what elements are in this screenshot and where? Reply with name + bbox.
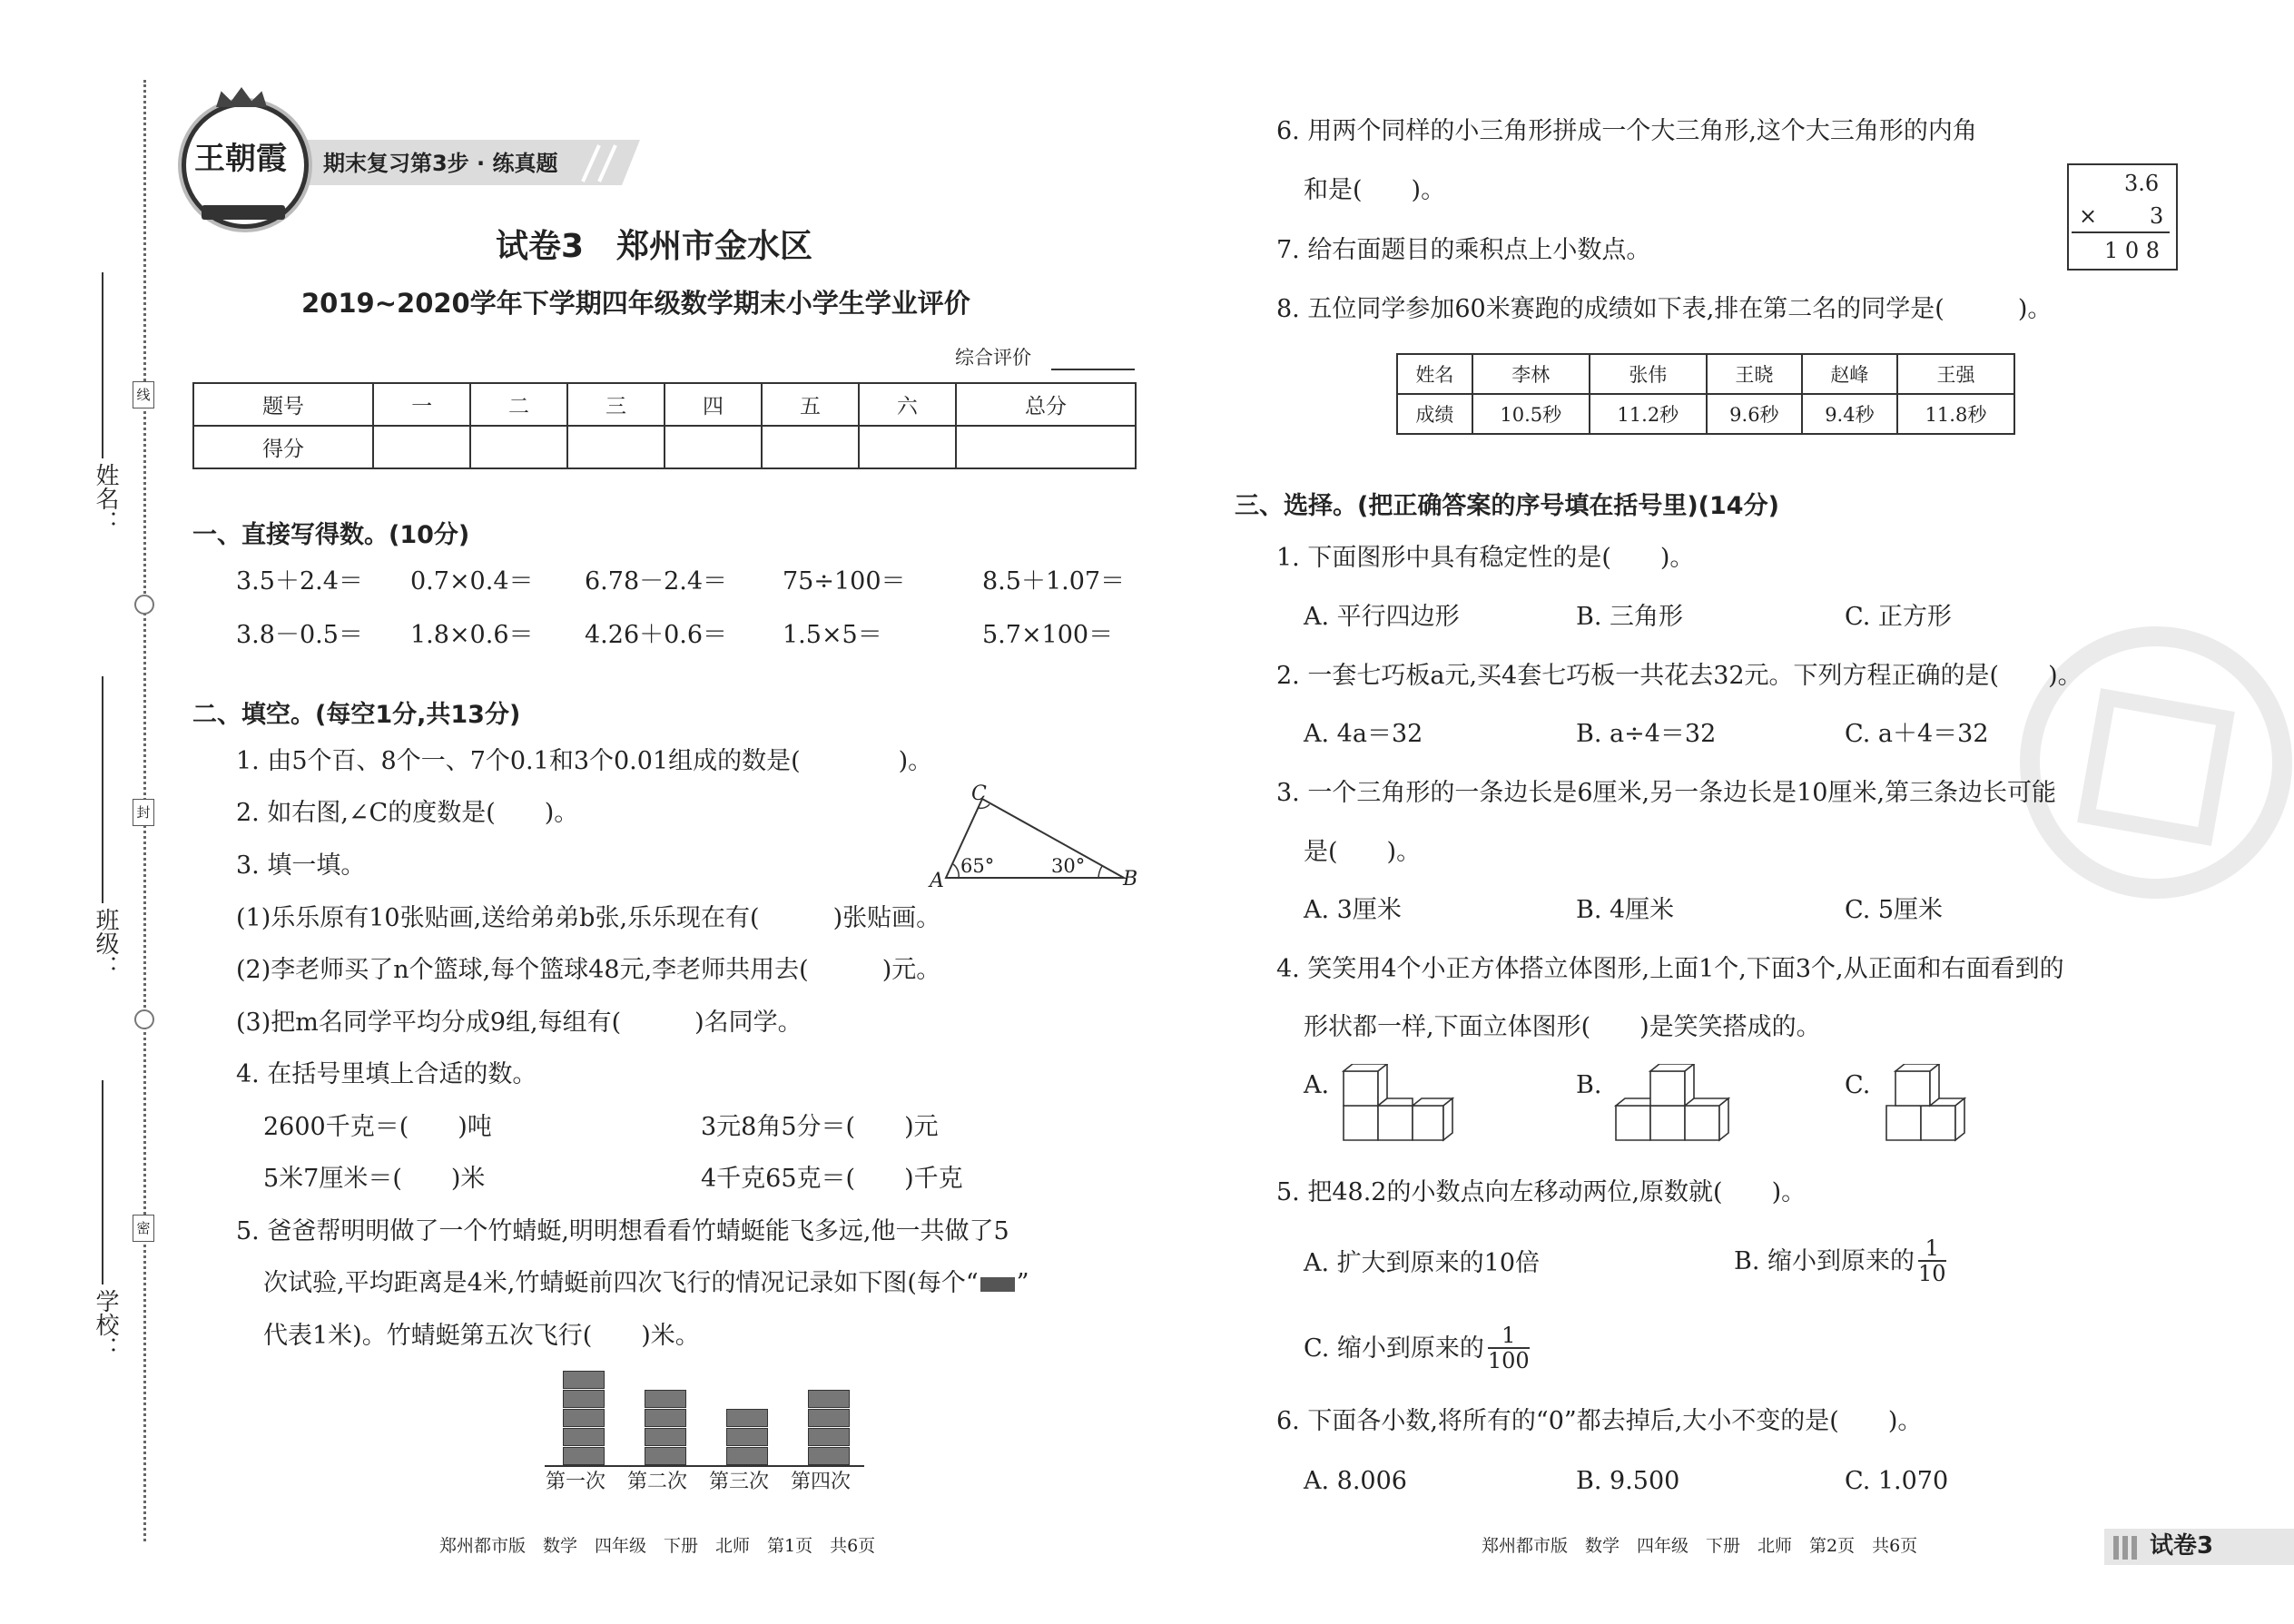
- bar-unit-block: [645, 1428, 686, 1446]
- triangle-vertex-c: C: [971, 782, 987, 805]
- calc-item: 75÷100＝: [783, 567, 906, 595]
- footer-left: 郑州都市版 数学 四年级 下册 北师 第1页 共6页: [439, 1536, 876, 1556]
- overall-eval-line: [1051, 369, 1135, 370]
- speed-cell: 9.6秒: [1707, 394, 1802, 434]
- fill-q3: 3. 填一填。: [236, 851, 366, 880]
- fill-q7: 7. 给右面题目的乘积点上小数点。: [1276, 236, 1651, 264]
- mult-line: [2072, 231, 2170, 233]
- speed-cell: 10.5秒: [1472, 394, 1590, 434]
- bar-unit-block: [726, 1428, 768, 1446]
- mult-op: ×: [2079, 203, 2098, 229]
- calc-item: 6.78－2.4＝: [585, 567, 728, 595]
- cube-figure-a: [1342, 1064, 1469, 1146]
- paper-title: 试卷3 郑州市金水区: [496, 228, 813, 265]
- fill-q5-line2-quote: ”: [1016, 1269, 1029, 1297]
- choice-q3-line2: 是( )。: [1304, 838, 1422, 866]
- triangle-vertex-a: A: [930, 870, 944, 892]
- seal-dot-icon: [134, 1009, 154, 1029]
- speed-cell: 9.4秒: [1802, 394, 1897, 434]
- speed-header: 李林: [1472, 354, 1590, 394]
- overall-eval-label: 综合评价: [955, 347, 1031, 369]
- bar-unit-block: [563, 1428, 605, 1446]
- speed-header: 张伟: [1590, 354, 1707, 394]
- score-header: 二: [470, 383, 567, 426]
- speed-header: 王晓: [1707, 354, 1802, 394]
- fill-q8: 8. 五位同学参加60米赛跑的成绩如下表,排在第二名的同学是( )。: [1276, 295, 2053, 323]
- choice-q2-b[interactable]: B. a÷4＝32: [1576, 720, 1717, 748]
- calc-item: 3.8－0.5＝: [236, 621, 363, 649]
- score-cell[interactable]: [373, 426, 470, 468]
- bar-unit-block: [563, 1390, 605, 1408]
- bar-unit-block: [808, 1390, 850, 1408]
- calc-item: 1.8×0.6＝: [410, 621, 534, 649]
- choice-q5-b-text: B. 缩小到原来的: [1734, 1246, 1915, 1275]
- fill-q4-a: 2600千克＝( )吨: [263, 1113, 492, 1141]
- score-header: 题号: [193, 383, 373, 426]
- school-line: [102, 1080, 103, 1284]
- score-header: 六: [859, 383, 956, 426]
- bar-unit-block: [645, 1409, 686, 1427]
- choice-q6-b[interactable]: B. 9.500: [1576, 1467, 1680, 1495]
- fill-q4: 4. 在括号里填上合适的数。: [236, 1060, 537, 1088]
- bar-unit-block: [563, 1447, 605, 1465]
- score-cell[interactable]: [665, 426, 762, 468]
- fill-q4-b: 3元8角5分＝( )元: [701, 1113, 939, 1141]
- choice-q4-line1: 4. 笑笑用4个小正方体搭立体图形,上面1个,下面3个,从正面和右面看到的: [1276, 955, 2064, 983]
- fraction-one-tenth: $\frac{1}{10}$: [1918, 1235, 1946, 1287]
- bar-label: 第二次: [627, 1471, 688, 1493]
- choice-q1-b[interactable]: B. 三角形: [1576, 603, 1684, 631]
- choice-q4-line2: 形状都一样,下面立体图形( )是笑笑搭成的。: [1304, 1013, 1821, 1041]
- unit-bar-icon: [980, 1277, 1015, 1292]
- choice-q5-b[interactable]: [1734, 1236, 1946, 1286]
- bar-chart-baseline: [545, 1465, 864, 1467]
- mult-bottom: 3: [2150, 203, 2164, 229]
- bar-label: 第四次: [791, 1471, 852, 1493]
- bar-unit-block: [808, 1428, 850, 1446]
- choice-q3-c[interactable]: C. 5厘米: [1845, 896, 1944, 924]
- bar-unit-block: [808, 1409, 850, 1427]
- score-header: 四: [665, 383, 762, 426]
- calc-item: 8.5＋1.07＝: [982, 567, 1126, 595]
- brand-logo-text: 王朝霞: [194, 141, 287, 177]
- mult-top: 3.6: [2124, 171, 2160, 196]
- bar-unit-block: [808, 1447, 850, 1465]
- bar-unit-block: [645, 1390, 686, 1408]
- speed-header: 王强: [1897, 354, 2014, 394]
- triangle-angle-b: 30°: [1051, 855, 1086, 877]
- score-cell[interactable]: [956, 426, 1136, 468]
- speed-header: 赵峰: [1802, 354, 1897, 394]
- fill-q5-line2: [263, 1271, 1029, 1295]
- footer-tag: 试卷3: [2150, 1532, 2214, 1560]
- cube-figure-c: [1885, 1064, 1984, 1146]
- section-3-heading: 三、选择。(把正确答案的序号填在括号里)(14分): [1235, 492, 1779, 520]
- bar-chart: [545, 1362, 864, 1465]
- seal-dot-icon: [134, 595, 154, 615]
- calc-item: 4.26＋0.6＝: [585, 621, 728, 649]
- brand-ribbon-text: 期末复习第3步 · 练真题: [323, 151, 558, 176]
- footer-right: 郑州都市版 数学 四年级 下册 北师 第2页 共6页: [1482, 1536, 1918, 1556]
- score-cell[interactable]: [567, 426, 665, 468]
- fill-q6-line2: 和是( )。: [1304, 176, 1446, 204]
- score-header: 三: [567, 383, 665, 426]
- calc-item: 1.5×5＝: [783, 621, 882, 649]
- fill-q3-3: (3)把m名同学平均分成9组,每组有( )名同学。: [236, 1009, 802, 1037]
- score-table: [192, 382, 1137, 469]
- class-label: 班级：: [92, 908, 119, 979]
- score-cell[interactable]: [859, 426, 956, 468]
- bar-unit-block: [645, 1447, 686, 1465]
- fraction-one-hundredth: $\frac{1}{100}$: [1487, 1323, 1530, 1374]
- choice-q5-c-text: C. 缩小到原来的: [1304, 1334, 1484, 1363]
- school-label: 学校：: [92, 1289, 119, 1360]
- mult-result: 1 0 8: [2104, 238, 2161, 263]
- choice-q5: 5. 把48.2的小数点向左移动两位,原数就( )。: [1276, 1178, 1807, 1206]
- triangle-vertex-b: B: [1123, 868, 1138, 891]
- seal-box-mi: 密: [133, 1215, 154, 1242]
- calc-item: 0.7×0.4＝: [410, 567, 534, 595]
- speed-header: 姓名: [1397, 354, 1472, 394]
- choice-q1-a[interactable]: A. 平行四边形: [1304, 603, 1460, 631]
- choice-q3-b[interactable]: B. 4厘米: [1576, 896, 1675, 924]
- speed-cell: 11.2秒: [1590, 394, 1707, 434]
- section-1-heading: 一、直接写得数。(10分): [192, 521, 470, 549]
- score-header: 一: [373, 383, 470, 426]
- seal-box-feng: 封: [133, 799, 154, 826]
- seal-box-line: 线: [133, 381, 154, 408]
- triangle-angle-a: 65°: [960, 855, 995, 877]
- name-label: 姓名：: [92, 463, 119, 534]
- score-cell[interactable]: [762, 426, 859, 468]
- section-2-heading: 二、填空。(每空1分,共13分): [192, 701, 521, 729]
- bar-label: 第三次: [709, 1471, 770, 1493]
- fill-q3-1: (1)乐乐原有10张贴画,送给弟弟b张,乐乐现在有( )张贴画。: [236, 904, 941, 932]
- fill-q5-line3: 代表1米)。竹蜻蜓第五次飞行( )米。: [263, 1322, 700, 1350]
- choice-q5-c[interactable]: [1304, 1324, 1530, 1373]
- choice-q2-a[interactable]: A. 4a＝32: [1304, 720, 1423, 748]
- name-line: [102, 272, 103, 458]
- choice-q3-line1: 3. 一个三角形的一条边长是6厘米,另一条边长是10厘米,第三条边长可能: [1276, 779, 2057, 807]
- fill-q2: 2. 如右图,∠C的度数是( )。: [236, 799, 579, 827]
- bar-unit-block: [563, 1371, 605, 1389]
- calc-item: 3.5＋2.4＝: [236, 567, 363, 595]
- calc-item: 5.7×100＝: [982, 621, 1114, 649]
- class-line: [102, 676, 103, 903]
- choice-q1: 1. 下面图形中具有稳定性的是( )。: [1276, 544, 1695, 572]
- choice-q2: 2. 一套七巧板a元,买4套七巧板一共花去32元。下列方程正确的是( )。: [1276, 662, 2082, 690]
- paper-subtitle: 2019~2020学年下学期四年级数学期末小学生学业评价: [301, 288, 970, 319]
- score-header: 总分: [956, 383, 1136, 426]
- choice-q6-a[interactable]: A. 8.006: [1304, 1467, 1407, 1495]
- fill-q1: 1. 由5个百、8个一、7个0.1和3个0.01组成的数是( )。: [236, 747, 933, 775]
- brand-crown-icon: [216, 87, 267, 107]
- choice-q6-c[interactable]: C. 1.070: [1845, 1467, 1949, 1495]
- score-row-label: 得分: [193, 426, 373, 468]
- speed-cell: 11.8秒: [1897, 394, 2014, 434]
- watermark-seal-mark: [2077, 688, 2235, 846]
- fill-q5-line1: 5. 爸爸帮明明做了一个竹蜻蜓,明明想看看竹蜻蜓能飞多远,他一共做了5: [236, 1217, 1009, 1245]
- bar-unit-block: [726, 1409, 768, 1427]
- bar-unit-block: [726, 1447, 768, 1465]
- choice-q6: 6. 下面各小数,将所有的“0”都去掉后,大小不变的是( )。: [1276, 1407, 1923, 1435]
- speed-table: [1396, 353, 2015, 435]
- fill-q3-2: (2)李老师买了n个篮球,每个篮球48元,李老师共用去( )元。: [236, 956, 941, 984]
- choice-q4-a[interactable]: A.: [1304, 1071, 1330, 1099]
- bar-unit-block: [563, 1409, 605, 1427]
- fill-q4-c: 5米7厘米＝( )米: [263, 1165, 486, 1193]
- choice-q5-a[interactable]: A. 扩大到原来的10倍: [1304, 1249, 1541, 1277]
- score-cell[interactable]: [470, 426, 567, 468]
- choice-q4-b[interactable]: B.: [1576, 1071, 1602, 1099]
- choice-q4-c[interactable]: C.: [1845, 1071, 1871, 1099]
- choice-q2-c[interactable]: C. a＋4＝32: [1845, 720, 1989, 748]
- score-header: 五: [762, 383, 859, 426]
- choice-q3-a[interactable]: A. 3厘米: [1304, 896, 1402, 924]
- cube-figure-b: [1614, 1064, 1750, 1146]
- speed-cell: 成绩: [1397, 394, 1472, 434]
- footer-tag-squares-icon: [2113, 1536, 2137, 1560]
- brand-logo-ribbon: [202, 205, 285, 220]
- fill-q5-line2-text: 次试验,平均距离是4米,竹蜻蜓前四次飞行的情况记录如下图(每个“: [263, 1269, 979, 1297]
- bar-label: 第一次: [546, 1471, 606, 1493]
- fill-q4-d: 4千克65克＝( )千克: [701, 1165, 963, 1193]
- choice-q1-c[interactable]: C. 正方形: [1845, 603, 1952, 631]
- fill-q6-line1: 6. 用两个同样的小三角形拼成一个大三角形,这个大三角形的内角: [1276, 117, 1977, 145]
